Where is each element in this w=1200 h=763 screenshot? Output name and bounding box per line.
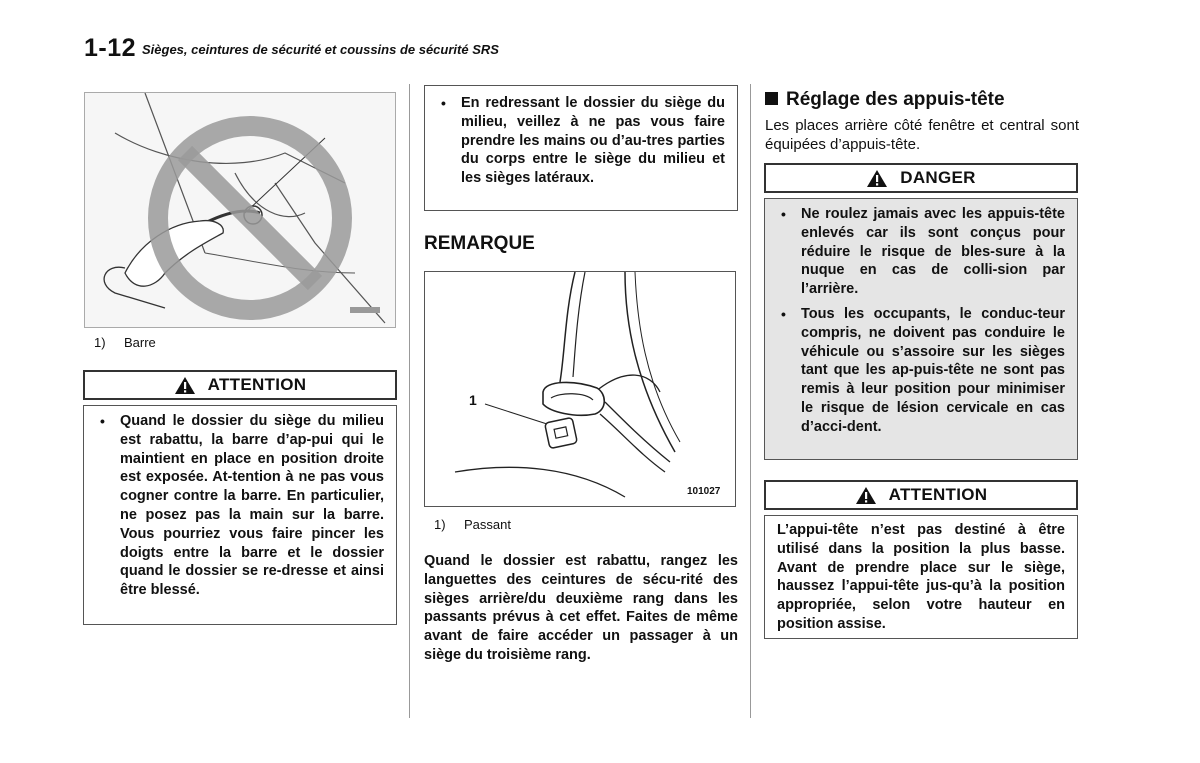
column-divider-left [409, 84, 410, 718]
danger-title: DANGER [900, 168, 976, 187]
figure-caption-passant [434, 517, 511, 532]
attention-body-left [83, 405, 397, 625]
caption-label: Barre [124, 335, 156, 350]
intro-paragraph: Les places arrière côté fenêtre et central sont équipées d’appuis-tête. [765, 117, 1079, 153]
remarque-paragraph: Quand le dossier est rabattu, rangez les languettes des ceintures de sécu-rité des sièges arrière/du deuxième rang dans les passants prévus à cet effet. Faites de même avant de faire accéder un passager à un siège du troisième rang. [424, 553, 738, 663]
middle-caution-box [424, 85, 738, 211]
figure-code: 101027 [687, 486, 721, 497]
passant-illustration [425, 272, 736, 507]
section-heading-text: Réglage des appuis-tête [786, 89, 1005, 110]
middle-bullet-list [437, 94, 725, 188]
warning-triangle-icon [866, 169, 888, 188]
list-item: • Ne roulez jamais avec les appuis-tête enlevés car ils sont conçus pour réduire le risque de bles-sure à la nuque en cas de colli-sion par l’arrière. [777, 205, 1065, 299]
figure-caption-barre [94, 335, 156, 350]
danger-bullet-list [777, 205, 1065, 437]
section-title: Sièges, ceintures de sécurité et coussins de sécurité SRS [142, 42, 505, 57]
page-header [84, 30, 1078, 60]
caption-label: Passant [464, 517, 511, 532]
figure-passant [424, 271, 736, 507]
figure-barre [84, 92, 396, 328]
caption-number: 1) [434, 517, 446, 532]
attention-title: ATTENTION [207, 375, 307, 394]
figure-callout-1: 1 [469, 392, 477, 408]
list-item: • Tous les occupants, le conduc-teur compris, ne doivent pas conduire le véhicule ou s’assoire sur les sièges tant que les ap-puis-tête ne sont pas remis à leur position pour minimiser le risque de lésion cervicale en cas d’acci-dent. [777, 305, 1065, 437]
page-number: 1-12 [84, 34, 142, 63]
barre-illustration [85, 93, 396, 328]
danger-header [764, 163, 1078, 193]
remarque-heading: REMARQUE [424, 233, 535, 254]
attention-title: ATTENTION [888, 485, 988, 504]
warning-triangle-icon [855, 486, 877, 505]
attention-paragraph: L’appui-tête n’est pas destiné à être utilisé dans la position la plus basse. Avant de prendre place sur le siège, haussez l’appui-tête jus-qu’à la position appropriée, selon votre hauteur en position assise. [777, 522, 1065, 632]
list-item: • Quand le dossier du siège du milieu est rabattu, la barre d’ap-pui qui le maintient en place en position droite est exposée. At-tention à ne pas vous cogner contre la barre. En particulier, ne posez pas la main sur la barre. Vous pourriez vous faire pincer les doigts entre la barre et le dossier quand le dossier se re-dresse et ainsi être blessé. [96, 412, 384, 600]
danger-body [764, 198, 1078, 460]
attention-header-left [83, 370, 397, 400]
caption-number: 1) [94, 335, 106, 350]
attention-bullet-list [96, 412, 384, 600]
list-item: • En redressant le dossier du siège du milieu, veillez à ne pas vous faire prendre les mains ou d’au-tres parties du corps entre le siège du milieu et les sièges latéraux. [437, 94, 725, 188]
square-bullet-icon [765, 92, 778, 105]
attention-body-right [764, 515, 1078, 639]
attention-header-right [764, 480, 1078, 510]
section-heading [765, 89, 1005, 111]
column-divider-right [750, 84, 751, 718]
warning-triangle-icon [174, 376, 196, 395]
